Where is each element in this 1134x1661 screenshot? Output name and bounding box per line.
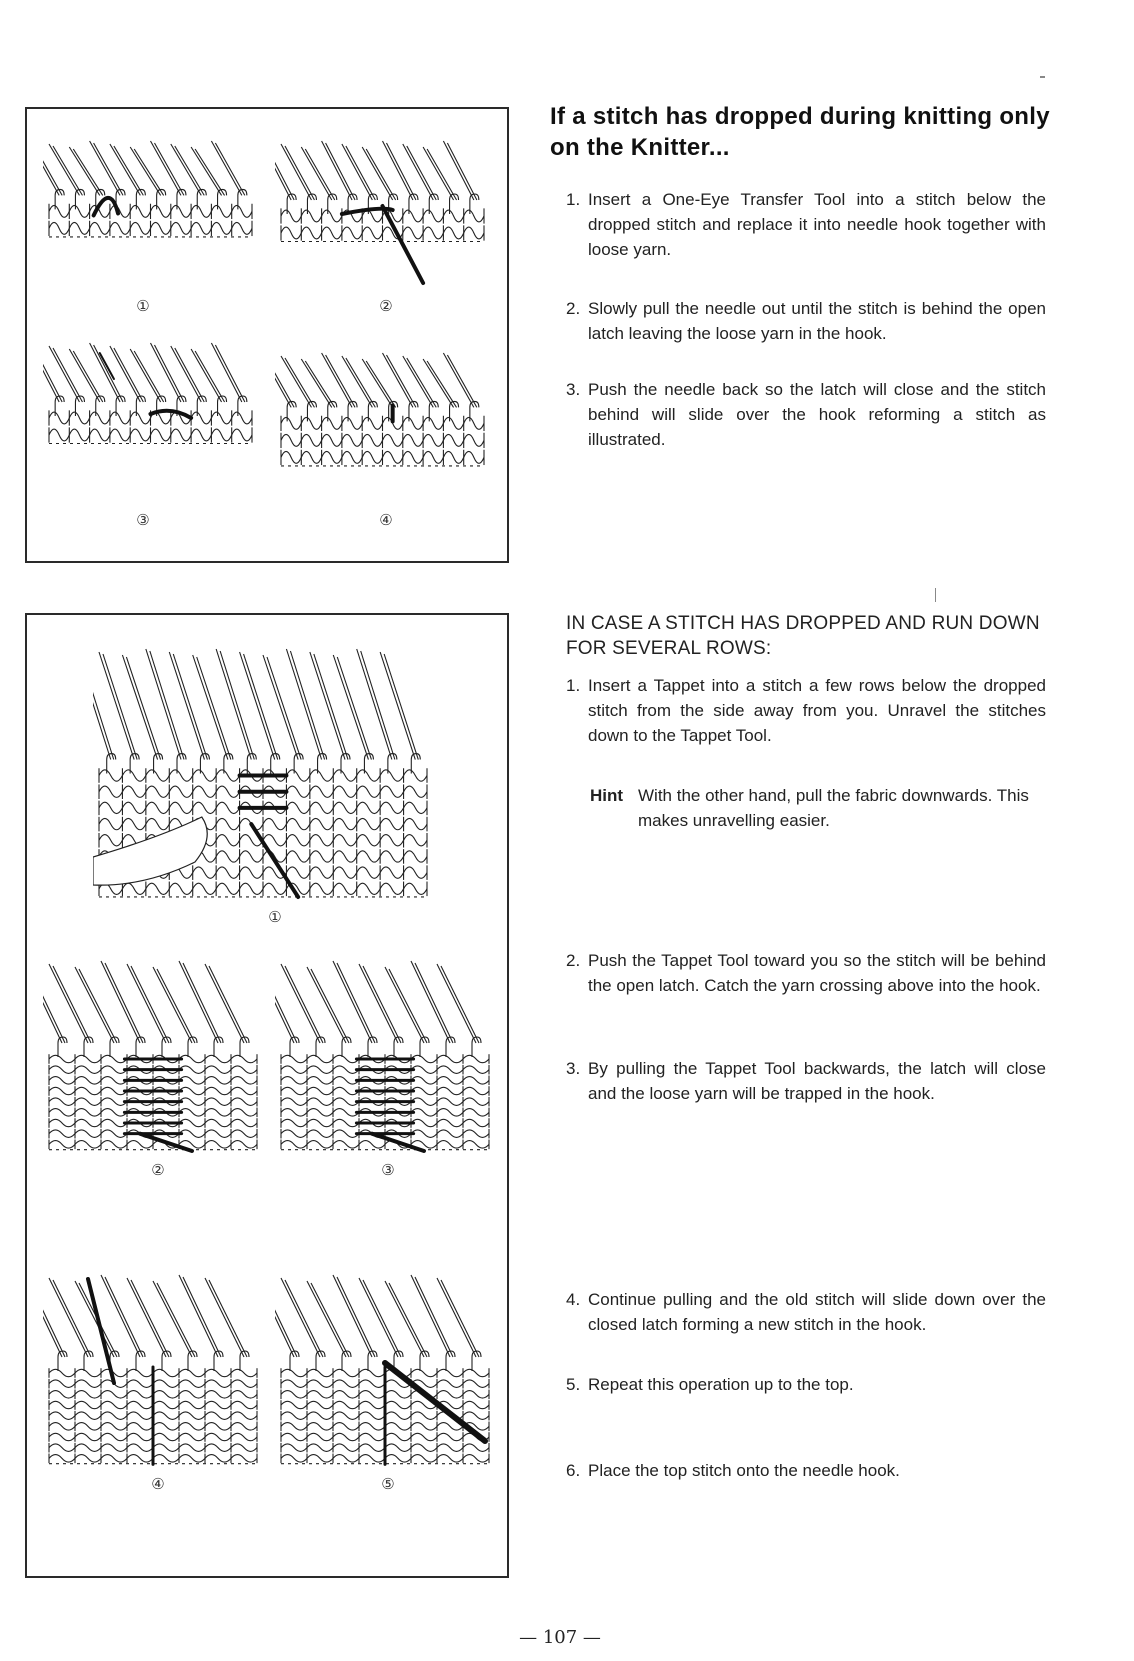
- page-heading: If a stitch has dropped during knitting only on the Knitter...: [550, 103, 1050, 161]
- needle-hook: [446, 1037, 455, 1057]
- section2-step-4: [566, 1287, 1046, 1337]
- figure-label-3: ③: [136, 511, 150, 529]
- needle-shaft: [157, 969, 195, 1043]
- needle-hook: [58, 1037, 67, 1057]
- step-number: 1.: [566, 190, 581, 209]
- needle-hook: [472, 1037, 481, 1057]
- needle-hook: [136, 1351, 145, 1371]
- figure-label-2: ②: [151, 1161, 165, 1179]
- needle-shaft: [216, 649, 251, 760]
- figure-label-4: ④: [379, 511, 393, 529]
- needle-shaft: [441, 966, 479, 1043]
- needle-hook: [446, 1351, 455, 1371]
- needle-shaft: [307, 967, 346, 1043]
- needle-shaft: [69, 147, 99, 195]
- needle-hook: [342, 1037, 351, 1057]
- illustration-panel-1: [43, 137, 258, 277]
- needle-shaft: [423, 359, 453, 407]
- needle-shaft: [267, 657, 301, 760]
- hint-text: With the other hand, pull the fabric downwards. This makes unravelling easier.: [638, 786, 1029, 830]
- needle-shaft: [126, 657, 160, 760]
- needle-hook: [368, 1351, 377, 1371]
- needle-hook: [316, 1351, 325, 1371]
- needle-shaft: [157, 1283, 195, 1357]
- needle-shaft: [146, 649, 181, 760]
- step-number: 2.: [566, 299, 581, 318]
- step-number: 2.: [566, 951, 581, 970]
- needle-hook: [472, 1351, 481, 1371]
- needle-shaft: [75, 1281, 114, 1357]
- hint-label: Hint: [590, 786, 624, 805]
- needle-hook: [394, 1037, 403, 1057]
- needle-hook: [188, 1351, 197, 1371]
- step-text: Insert a Tappet into a stitch a few rows below the dropped stitch from the side away from you. Unravel the stitches down to the Tappet Tool.: [588, 676, 1046, 745]
- step-text: Place the top stitch onto the needle hook.: [588, 1461, 900, 1480]
- needle-shaft: [209, 966, 247, 1043]
- step-text: Repeat this operation up to the top.: [588, 1375, 854, 1394]
- needle-hook: [162, 1037, 171, 1057]
- needle-shaft: [437, 964, 476, 1043]
- needle-shaft: [197, 657, 231, 760]
- needle-shaft: [357, 649, 392, 760]
- needle-hook: [420, 1351, 429, 1371]
- illustration-panel-5: [275, 1271, 495, 1471]
- scan-mark: [1040, 76, 1045, 78]
- needle-shaft: [275, 141, 291, 200]
- step-number: 4.: [566, 1290, 581, 1309]
- needle-shaft: [423, 147, 453, 200]
- figure-label-3: ③: [381, 1161, 395, 1179]
- needle-hook: [214, 1037, 223, 1057]
- needle-hook: [214, 1351, 223, 1371]
- needle-hook: [200, 754, 209, 774]
- needle-shaft: [191, 349, 221, 402]
- figure-label-2: ②: [379, 297, 393, 315]
- figure-label-1: ①: [268, 908, 282, 926]
- illustration-panel-4: [43, 1271, 263, 1471]
- needle-shaft: [173, 654, 207, 760]
- illustration-panel-2: [275, 137, 490, 287]
- illustration-panel-1: [93, 645, 433, 907]
- needle-hook: [154, 754, 163, 774]
- needle-shaft: [43, 343, 59, 402]
- needle-hook: [364, 754, 373, 774]
- needle-shaft: [286, 649, 321, 760]
- needle-shaft: [314, 654, 348, 760]
- needle-shaft: [191, 147, 221, 195]
- figure-box-single-stitch: [25, 107, 509, 563]
- needle-shaft: [53, 1280, 91, 1357]
- needle-shaft: [285, 1280, 323, 1357]
- needle-hook: [58, 1351, 67, 1371]
- needle-shaft: [240, 652, 275, 760]
- needle-shaft: [209, 1280, 247, 1357]
- needle-shaft: [169, 652, 204, 760]
- needle-shaft: [75, 967, 114, 1043]
- needle-shaft: [244, 654, 278, 760]
- section2-step-1: [566, 673, 1046, 748]
- needle-hook: [84, 1037, 93, 1057]
- step-text: Slowly pull the needle out until the stitch is behind the open latch leaving the loose yarn in the hook.: [588, 299, 1046, 343]
- needle-hook: [388, 754, 397, 774]
- needle-shaft: [93, 651, 114, 760]
- hand-outline: [93, 817, 207, 885]
- needle-hook: [294, 754, 303, 774]
- needle-shaft: [285, 966, 323, 1043]
- needle-hook: [341, 754, 350, 774]
- section2-step-5: [566, 1372, 1046, 1397]
- needle-hook: [240, 1037, 249, 1057]
- step-text: Push the needle back so the latch will close and the stitch behind will slide over the hook reforming a stitch as illustrated.: [588, 380, 1046, 449]
- needle-shaft: [153, 1281, 192, 1357]
- needle-shaft: [131, 1280, 169, 1357]
- needle-hook: [107, 754, 116, 774]
- section1-step-2: [566, 296, 1046, 346]
- needle-shaft: [311, 969, 349, 1043]
- needle-shaft: [363, 1280, 401, 1357]
- needle-shaft: [362, 359, 392, 407]
- needle-shaft: [437, 1278, 476, 1357]
- needle-shaft: [301, 147, 331, 200]
- step-number: 3.: [566, 380, 581, 399]
- needle-hook: [316, 1037, 325, 1057]
- needle-hook: [130, 754, 139, 774]
- section1-step-1: [566, 187, 1046, 262]
- needle-shaft: [441, 1280, 479, 1357]
- illustration-panel-3: [43, 339, 258, 489]
- figure-label-5: ⑤: [381, 1475, 395, 1493]
- loose-yarn: [94, 198, 118, 216]
- needle-hook: [136, 1037, 145, 1057]
- needle-hook: [290, 1037, 299, 1057]
- needle-shaft: [43, 141, 59, 195]
- needle-shaft: [385, 967, 424, 1043]
- needle-hook: [240, 1351, 249, 1371]
- needle-hook: [110, 1037, 119, 1057]
- needle-shaft: [310, 652, 345, 760]
- needle-hook: [224, 754, 233, 774]
- needle-shaft: [389, 969, 427, 1043]
- illustration-panel-2: [43, 957, 263, 1157]
- needle-hook: [368, 1037, 377, 1057]
- needle-shaft: [79, 969, 117, 1043]
- figure-label-4: ④: [151, 1475, 165, 1493]
- hint-note: [590, 783, 1046, 833]
- needle-hook: [411, 754, 420, 774]
- needle-shaft: [301, 359, 331, 407]
- needle-hook: [162, 1351, 171, 1371]
- needle-hook: [290, 1351, 299, 1371]
- needle-hook: [342, 1351, 351, 1371]
- needle-shaft: [99, 652, 134, 760]
- needle-shaft: [362, 147, 392, 200]
- section2-subheading: IN CASE A STITCH HAS DROPPED AND RUN DOWN FOR SEVERAL ROWS:: [566, 613, 1040, 659]
- needle-shaft: [275, 353, 291, 407]
- needle-shaft: [363, 966, 401, 1043]
- needle-hook: [271, 754, 280, 774]
- needle-shaft: [53, 966, 91, 1043]
- scan-mark: [935, 588, 936, 602]
- needle-hook: [420, 1037, 429, 1057]
- needle-shaft: [311, 1283, 349, 1357]
- needle-shaft: [380, 652, 415, 760]
- needle-shaft: [337, 657, 371, 760]
- step-number: 5.: [566, 1375, 581, 1394]
- step-number: 1.: [566, 676, 581, 695]
- needle-shaft: [384, 654, 418, 760]
- step-text: By pulling the Tappet Tool backwards, the latch will close and the loose yarn will be trapped in the hook.: [588, 1059, 1046, 1103]
- step-number: 6.: [566, 1461, 581, 1480]
- needle-shaft: [69, 349, 99, 402]
- illustration-panel-4: [275, 349, 490, 489]
- section2-step-6: [566, 1458, 1046, 1483]
- needle-shaft: [131, 966, 169, 1043]
- section2-step-3: [566, 1056, 1046, 1106]
- section2-step-2: [566, 948, 1046, 998]
- needle-hook: [247, 754, 256, 774]
- needle-shaft: [130, 147, 160, 195]
- needle-shaft: [130, 349, 160, 402]
- step-text: Continue pulling and the old stitch will slide down over the closed latch forming a new stitch in the hook.: [588, 1290, 1046, 1334]
- needle-hook: [177, 754, 186, 774]
- step-number: 3.: [566, 1059, 581, 1078]
- step-text: Insert a One-Eye Transfer Tool into a stitch below the dropped stitch and replace it into needle hook together with loose yarn.: [588, 190, 1046, 259]
- page-number: — 107 —: [519, 1627, 601, 1648]
- needle-shaft: [385, 1281, 424, 1357]
- needle-hook: [188, 1037, 197, 1057]
- step-text: Push the Tappet Tool toward you so the stitch will be behind the open latch. Catch the yarn crossing above into the hook.: [588, 951, 1046, 995]
- needle-shaft: [205, 1278, 244, 1357]
- section1-step-3: [566, 377, 1046, 452]
- figure-label-1: ①: [136, 297, 150, 315]
- illustration-panel-3: [275, 957, 495, 1157]
- needle-hook: [318, 754, 327, 774]
- needle-shaft: [205, 964, 244, 1043]
- figure-box-run-down-stitch: [25, 613, 509, 1578]
- needle-shaft: [103, 654, 137, 760]
- needle-shaft: [153, 967, 192, 1043]
- needle-shaft: [307, 1281, 346, 1357]
- needle-hook: [84, 1351, 93, 1371]
- needle-shaft: [389, 1283, 427, 1357]
